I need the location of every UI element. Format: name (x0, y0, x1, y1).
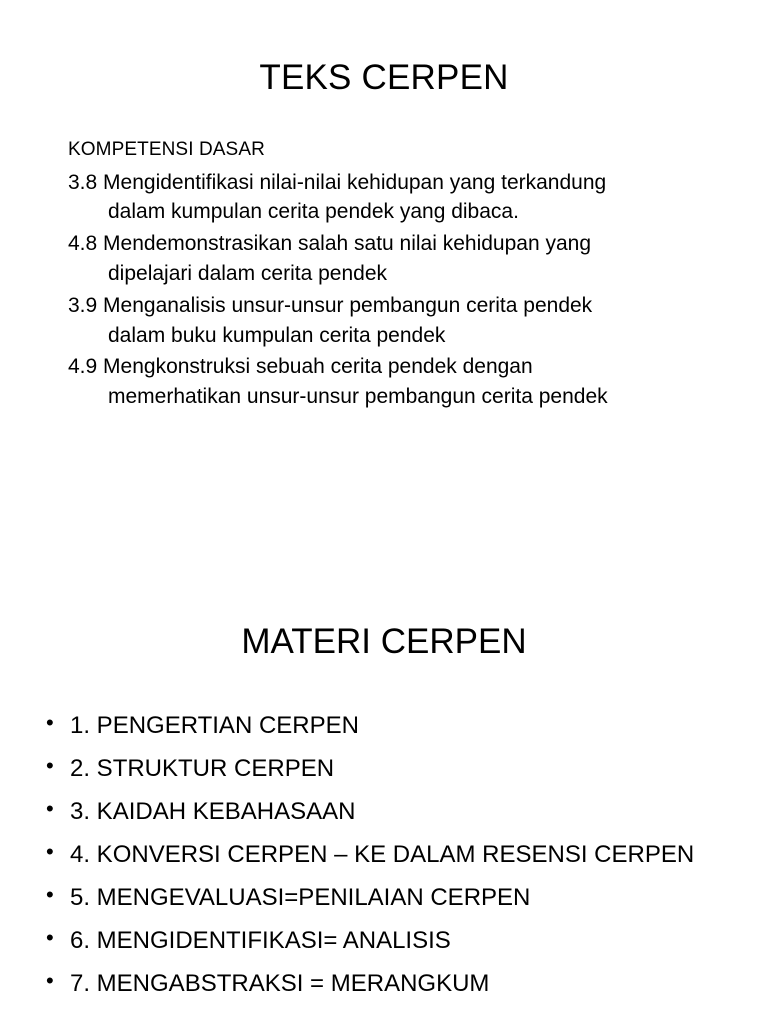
competency-item (68, 352, 728, 412)
kompetensi-dasar-block (68, 136, 728, 414)
list-item: • 6. MENGIDENTIFIKASI= ANALISIS (40, 929, 760, 953)
kompetensi-dasar-heading: KOMPETENSI DASAR (68, 139, 265, 160)
list-item: • 7. MENGABSTRAKSI = MERANGKUM (40, 972, 760, 996)
list-item: • 4. KONVERSI CERPEN – KE DALAM RESENSI CERPEN (40, 843, 760, 867)
list-item: • 1. PENGERTIAN CERPEN (40, 714, 760, 738)
list-item: • 3. KAIDAH KEBAHASAAN (40, 800, 760, 824)
competency-number: 3.9 (68, 293, 98, 317)
competency-text-line2: dipelajari dalam cerita pendek (108, 261, 387, 285)
competency-item (68, 168, 728, 228)
competency-text-line2: memerhatikan unsur-unsur pembangun cerita pendek (108, 385, 608, 409)
list-item: • 5. MENGEVALUASI=PENILAIAN CERPEN (40, 886, 760, 910)
section-title-materi-cerpen: MATERI CERPEN (241, 622, 527, 661)
competency-number: 4.8 (68, 232, 98, 256)
page-title-teks-cerpen: TEKS CERPEN (259, 58, 509, 97)
competency-text-line1: Mengkonstruksi sebuah cerita pendek dengan (103, 355, 533, 379)
competency-text-line2: dalam kumpulan cerita pendek yang dibaca. (108, 200, 519, 224)
competency-text-line1: Mengidentifikasi nilai-nilai kehidupan yang terkandung (103, 170, 607, 194)
competency-item (68, 291, 728, 351)
materi-list (40, 714, 760, 1015)
competency-text-line2: dalam buku kumpulan cerita pendek (108, 323, 446, 347)
competency-number: 3.8 (68, 170, 98, 194)
competency-item (68, 229, 728, 289)
competency-text-line1: Mendemonstrasikan salah satu nilai kehidupan yang (103, 232, 592, 256)
list-item: • 2. STRUKTUR CERPEN (40, 757, 760, 781)
competency-text-line1: Menganalisis unsur-unsur pembangun cerita pendek (103, 293, 593, 317)
competency-number: 4.9 (68, 355, 98, 379)
